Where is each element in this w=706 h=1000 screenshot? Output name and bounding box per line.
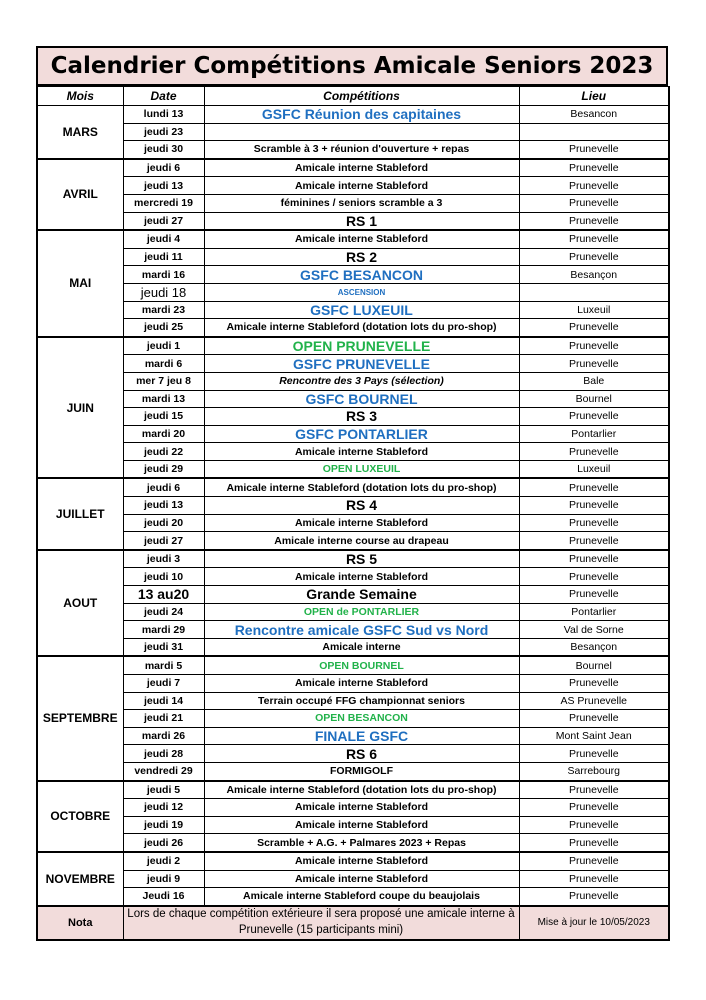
header-mois: Mois [37, 87, 123, 106]
event-competition: Amicale interne Stableford (dotation lots du pro-shop) [204, 478, 519, 496]
event-competition: Amicale interne Stableford coupe du beaujolais [204, 888, 519, 906]
event-date: jeudi 7 [123, 675, 204, 693]
event-competition: OPEN de PONTARLIER [204, 603, 519, 621]
event-lieu: Pontarlier [519, 603, 669, 621]
calendar-sheet [36, 46, 668, 941]
event-competition: Amicale interne Stableford [204, 159, 519, 177]
event-lieu: Prunevelle [519, 497, 669, 515]
event-date: jeudi 31 [123, 638, 204, 656]
event-lieu: Prunevelle [519, 355, 669, 373]
event-competition: FINALE GSFC [204, 727, 519, 745]
event-date: jeudi 11 [123, 248, 204, 266]
event-competition: GSFC BOURNEL [204, 390, 519, 408]
event-competition: RS 4 [204, 497, 519, 515]
event-competition: RS 1 [204, 212, 519, 230]
event-competition: Amicale interne Stableford [204, 799, 519, 817]
event-row [37, 301, 669, 319]
event-date: jeudi 29 [123, 460, 204, 478]
event-lieu: Prunevelle [519, 514, 669, 532]
event-date: vendredi 29 [123, 762, 204, 780]
event-lieu [519, 283, 669, 301]
event-date: jeudi 24 [123, 603, 204, 621]
event-date: mardi 16 [123, 266, 204, 284]
event-row [37, 478, 669, 496]
event-date: mardi 23 [123, 301, 204, 319]
event-row [37, 248, 669, 266]
event-date: jeudi 5 [123, 781, 204, 799]
event-date: mardi 13 [123, 390, 204, 408]
event-date: 13 au20 [123, 586, 204, 604]
header-competitions: Compétitions [204, 87, 519, 106]
event-lieu: Prunevelle [519, 710, 669, 728]
event-date: jeudi 12 [123, 799, 204, 817]
page-title: Calendrier Compétitions Amicale Seniors 2023 [36, 46, 668, 86]
event-date: Jeudi 16 [123, 888, 204, 906]
event-row [37, 675, 669, 693]
event-row [37, 443, 669, 461]
event-lieu: Bale [519, 372, 669, 390]
event-row [37, 408, 669, 426]
event-competition: OPEN BESANCON [204, 710, 519, 728]
event-date: jeudi 27 [123, 212, 204, 230]
event-lieu: Prunevelle [519, 478, 669, 496]
event-row [37, 568, 669, 586]
event-lieu: Prunevelle [519, 675, 669, 693]
event-competition: Amicale interne Stableford [204, 675, 519, 693]
event-lieu: Prunevelle [519, 443, 669, 461]
event-lieu: Prunevelle [519, 550, 669, 568]
event-competition [204, 123, 519, 141]
event-competition: GSFC PONTARLIER [204, 425, 519, 443]
event-row [37, 230, 669, 248]
event-competition: Amicale interne Stableford (dotation lots du pro-shop) [204, 781, 519, 799]
event-competition: Amicale interne Stableford [204, 177, 519, 195]
event-lieu: Prunevelle [519, 745, 669, 763]
event-competition: Amicale interne Stableford (dotation lots du pro-shop) [204, 319, 519, 337]
event-date: jeudi 15 [123, 408, 204, 426]
event-lieu: AS Prunevelle [519, 692, 669, 710]
event-row [37, 497, 669, 515]
event-row [37, 514, 669, 532]
event-row [37, 266, 669, 284]
event-date: jeudi 28 [123, 745, 204, 763]
event-lieu: Prunevelle [519, 337, 669, 355]
event-lieu: Luxeuil [519, 460, 669, 478]
event-competition: OPEN LUXEUIL [204, 460, 519, 478]
event-row [37, 372, 669, 390]
event-competition: Terrain occupé FFG championnat seniors [204, 692, 519, 710]
event-date: jeudi 10 [123, 568, 204, 586]
month-label: SEPTEMBRE [37, 656, 123, 780]
event-row [37, 692, 669, 710]
event-row [37, 621, 669, 639]
event-lieu: Prunevelle [519, 194, 669, 212]
event-competition: Rencontre des 3 Pays (sélection) [204, 372, 519, 390]
event-date: jeudi 1 [123, 337, 204, 355]
event-date: mardi 29 [123, 621, 204, 639]
event-date: jeudi 6 [123, 159, 204, 177]
event-date: jeudi 9 [123, 870, 204, 888]
event-lieu: Prunevelle [519, 159, 669, 177]
event-date: mardi 20 [123, 425, 204, 443]
event-row [37, 532, 669, 550]
event-date: mercredi 19 [123, 194, 204, 212]
event-competition: GSFC PRUNEVELLE [204, 355, 519, 373]
event-date: mardi 6 [123, 355, 204, 373]
event-lieu: Prunevelle [519, 781, 669, 799]
event-competition: RS 6 [204, 745, 519, 763]
event-date: jeudi 18 [123, 283, 204, 301]
event-row [37, 656, 669, 674]
month-label: NOVEMBRE [37, 852, 123, 906]
event-date: jeudi 13 [123, 497, 204, 515]
event-lieu: Prunevelle [519, 248, 669, 266]
event-row [37, 852, 669, 870]
event-row [37, 141, 669, 159]
event-row [37, 337, 669, 355]
event-date: jeudi 30 [123, 141, 204, 159]
event-date: jeudi 2 [123, 852, 204, 870]
event-competition: Rencontre amicale GSFC Sud vs Nord [204, 621, 519, 639]
event-row [37, 888, 669, 906]
nota-row [37, 906, 669, 940]
event-competition: Amicale interne Stableford [204, 870, 519, 888]
event-competition: GSFC Réunion des capitaines [204, 106, 519, 124]
event-competition: ASCENSION [204, 283, 519, 301]
event-competition: féminines / seniors scramble a 3 [204, 194, 519, 212]
event-row [37, 212, 669, 230]
event-competition: OPEN PRUNEVELLE [204, 337, 519, 355]
month-label: JUIN [37, 337, 123, 479]
event-row [37, 799, 669, 817]
month-label: MARS [37, 106, 123, 159]
event-competition: Grande Semaine [204, 586, 519, 604]
event-row [37, 603, 669, 621]
nota-text: Lors de chaque compétition extérieure il sera proposé une amicale interne à Prunevelle (15 participants mini) [123, 906, 519, 940]
event-competition: Amicale interne Stableford [204, 443, 519, 461]
event-row [37, 781, 669, 799]
event-lieu [519, 123, 669, 141]
event-date: jeudi 3 [123, 550, 204, 568]
event-lieu: Prunevelle [519, 230, 669, 248]
event-competition: Scramble à 3 + réunion d'ouverture + repas [204, 141, 519, 159]
month-label: MAI [37, 230, 123, 337]
event-lieu: Prunevelle [519, 852, 669, 870]
event-lieu: Prunevelle [519, 408, 669, 426]
event-competition: GSFC BESANCON [204, 266, 519, 284]
event-row [37, 550, 669, 568]
event-row [37, 425, 669, 443]
event-lieu: Prunevelle [519, 568, 669, 586]
event-lieu: Prunevelle [519, 888, 669, 906]
event-row [37, 727, 669, 745]
event-lieu: Prunevelle [519, 586, 669, 604]
event-competition: Amicale interne course au drapeau [204, 532, 519, 550]
event-competition: Amicale interne Stableford [204, 514, 519, 532]
event-lieu: Prunevelle [519, 532, 669, 550]
event-row [37, 177, 669, 195]
month-label: AVRIL [37, 159, 123, 230]
nota-update: Mise à jour le 10/05/2023 [519, 906, 669, 940]
event-lieu: Bournel [519, 390, 669, 408]
event-lieu: Prunevelle [519, 177, 669, 195]
event-competition: FORMIGOLF [204, 762, 519, 780]
event-competition: Scramble + A.G. + Palmares 2023 + Repas [204, 834, 519, 852]
month-label: AOUT [37, 550, 123, 657]
event-row [37, 283, 669, 301]
event-lieu: Luxeuil [519, 301, 669, 319]
event-date: lundi 13 [123, 106, 204, 124]
event-competition: Amicale interne Stableford [204, 816, 519, 834]
event-row [37, 106, 669, 124]
event-date: mardi 26 [123, 727, 204, 745]
event-date: jeudi 21 [123, 710, 204, 728]
event-row [37, 710, 669, 728]
header-row [37, 87, 669, 106]
event-competition: Amicale interne Stableford [204, 230, 519, 248]
event-lieu: Prunevelle [519, 212, 669, 230]
event-lieu: Pontarlier [519, 425, 669, 443]
event-competition: Amicale interne [204, 638, 519, 656]
event-row [37, 460, 669, 478]
event-row [37, 123, 669, 141]
event-lieu: Prunevelle [519, 816, 669, 834]
month-label: JUILLET [37, 478, 123, 549]
header-lieu: Lieu [519, 87, 669, 106]
event-lieu: Sarrebourg [519, 762, 669, 780]
event-row [37, 159, 669, 177]
event-date: jeudi 14 [123, 692, 204, 710]
event-date: mer 7 jeu 8 [123, 372, 204, 390]
event-lieu: Prunevelle [519, 319, 669, 337]
event-competition: GSFC LUXEUIL [204, 301, 519, 319]
event-lieu: Besançon [519, 638, 669, 656]
event-date: jeudi 25 [123, 319, 204, 337]
event-lieu: Val de Sorne [519, 621, 669, 639]
event-competition: OPEN BOURNEL [204, 656, 519, 674]
event-date: jeudi 4 [123, 230, 204, 248]
calendar-body [37, 106, 669, 906]
header-date: Date [123, 87, 204, 106]
calendar-table [36, 86, 670, 941]
event-competition: RS 5 [204, 550, 519, 568]
event-date: jeudi 20 [123, 514, 204, 532]
event-row [37, 834, 669, 852]
event-row [37, 319, 669, 337]
event-lieu: Bournel [519, 656, 669, 674]
event-row [37, 638, 669, 656]
event-date: jeudi 22 [123, 443, 204, 461]
event-lieu: Prunevelle [519, 870, 669, 888]
nota-label: Nota [37, 906, 123, 940]
event-row [37, 816, 669, 834]
event-row [37, 390, 669, 408]
event-row [37, 745, 669, 763]
event-date: jeudi 19 [123, 816, 204, 834]
event-date: jeudi 26 [123, 834, 204, 852]
event-lieu: Mont Saint Jean [519, 727, 669, 745]
event-competition: Amicale interne Stableford [204, 852, 519, 870]
event-row [37, 870, 669, 888]
month-label: OCTOBRE [37, 781, 123, 852]
event-lieu: Prunevelle [519, 141, 669, 159]
event-row [37, 355, 669, 373]
event-competition: Amicale interne Stableford [204, 568, 519, 586]
event-row [37, 586, 669, 604]
event-lieu: Prunevelle [519, 799, 669, 817]
event-row [37, 762, 669, 780]
event-competition: RS 2 [204, 248, 519, 266]
event-date: jeudi 13 [123, 177, 204, 195]
event-row [37, 194, 669, 212]
event-date: jeudi 27 [123, 532, 204, 550]
event-competition: RS 3 [204, 408, 519, 426]
event-lieu: Prunevelle [519, 834, 669, 852]
event-lieu: Besancon [519, 106, 669, 124]
event-lieu: Besançon [519, 266, 669, 284]
event-date: jeudi 6 [123, 478, 204, 496]
event-date: jeudi 23 [123, 123, 204, 141]
event-date: mardi 5 [123, 656, 204, 674]
